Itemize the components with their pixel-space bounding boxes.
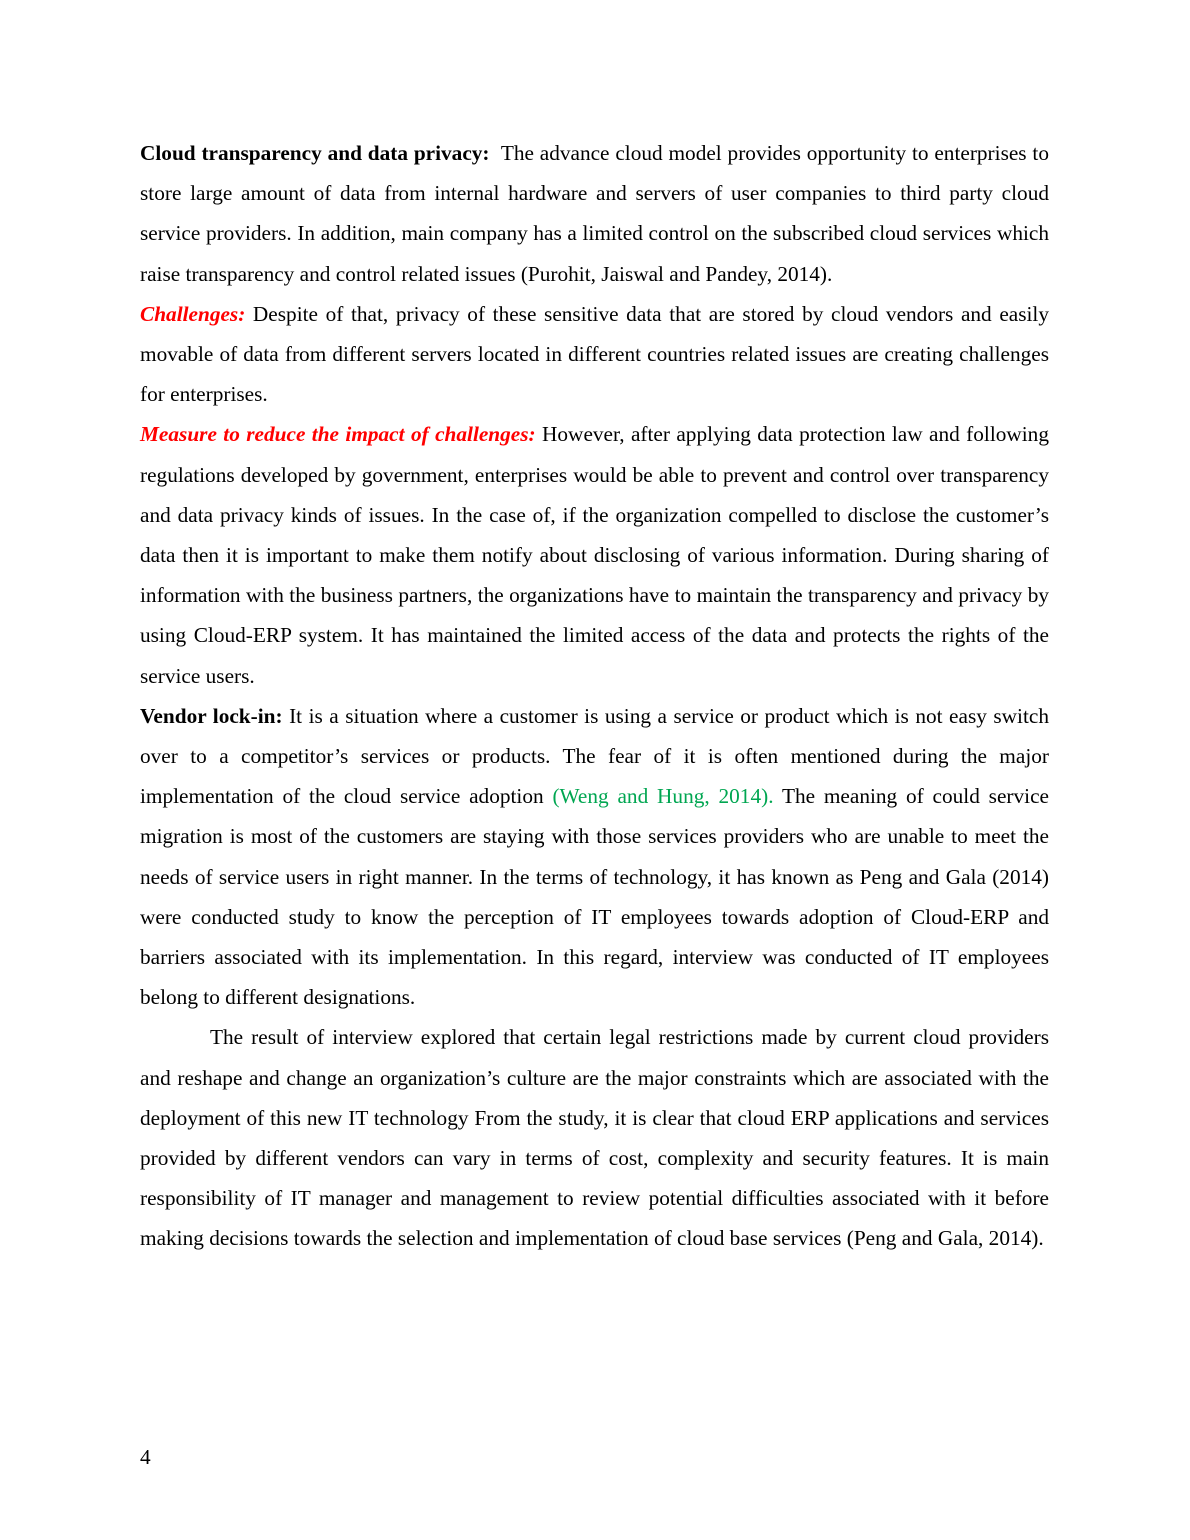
page-number: 4	[140, 1445, 151, 1469]
paragraph-text: The result of interview explored that certain legal restrictions made by current cloud providers and reshape and change an organization’s culture are the major constraints which are associated with the deployment of this new IT technology From the study, it is clear that cloud ERP applications and services provided by different vendors can vary in terms of cost, complexity and security features. It is main responsibility of IT manager and management to review potential difficulties associated with it before making decisions towards the selection and implementation of cloud base services (Peng and Gala, 2014).	[140, 1025, 1049, 1251]
heading-vendor-lock-in: Vendor lock-in:	[140, 703, 283, 728]
heading-challenges: Challenges:	[140, 301, 246, 326]
paragraph-text: However, after applying data protection law and following regulations developed by government, enterprises would be able to prevent and control over transparency and data privacy kinds of issues. In the case of, if the organization compelled to disclose the customer’s data then it is important to make them notify about disclosing of various information. During sharing of information with the business partners, the organizations have to maintain the transparency and privacy by using Cloud-ERP system. It has maintained the limited access of the data and protects the rights of the service users.	[140, 422, 1049, 688]
paragraph-cloud-transparency	[140, 133, 1055, 294]
document-body	[140, 133, 1055, 1259]
paragraph-text: Despite of that, privacy of these sensitive data that are stored by cloud vendors and easily movable of data from different servers located in different countries related issues are creating challenges for enterprises.	[140, 301, 1049, 407]
citation-weng-hung: (Weng and Hung, 2014).	[552, 784, 774, 809]
paragraph-vendor-lock-in	[140, 696, 1049, 1018]
paragraph-text: The meaning of could service migration is most of the customers are staying with those services providers who are unable to meet the needs of service users in right manner. In the terms of technology, it has known as Peng and Gala (2014) were conducted study to know the perception of IT employees towards adoption of Cloud-ERP and barriers associated with its implementation. In this regard, interview was conducted of IT employees belong to different designations.	[140, 784, 1049, 1010]
heading-cloud-transparency: Cloud transparency and data privacy:	[140, 141, 490, 165]
paragraph-measures	[140, 414, 1049, 695]
paragraph-text: The advance cloud model provides opportunity to enterprises to store large amount of data from internal hardware and servers of user companies to third party cloud service providers. In addition, main company has a limited control on the subscribed cloud services which raise transparency and control related issues (Purohit, Jaiswal and Pandey, 2014).	[140, 141, 1055, 286]
heading-measures: Measure to reduce the impact of challenges:	[140, 422, 536, 447]
paragraph-text: It is a situation where a customer is using a service or product which is not easy switch over to a competitor’s services or products. The fear of it is often mentioned during the major implementation of the cloud service adoption	[140, 703, 1049, 809]
paragraph-interview-result	[140, 1017, 1049, 1258]
paragraph-challenges	[140, 294, 1049, 415]
